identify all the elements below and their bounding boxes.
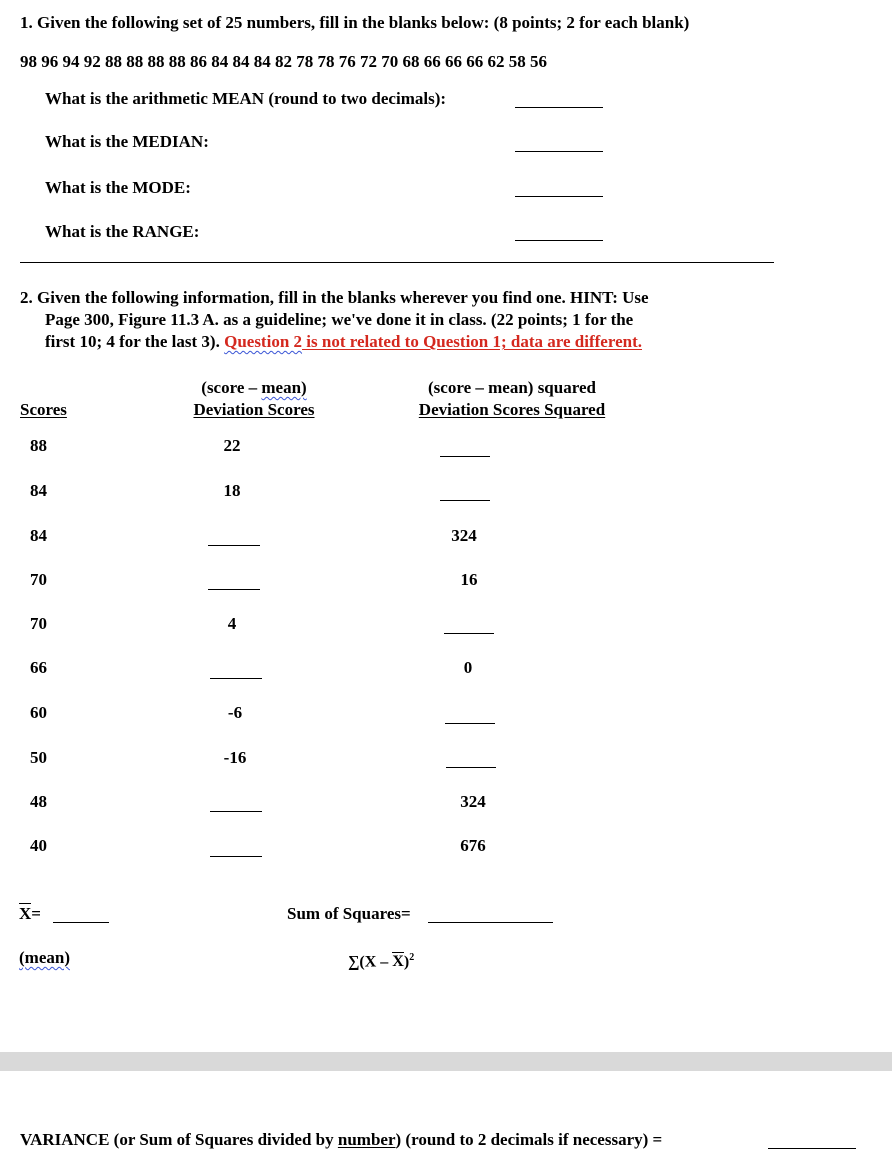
formula-xbar: X (392, 953, 404, 971)
variance-blank[interactable] (768, 1148, 856, 1149)
squared-cell: 676 (460, 836, 486, 855)
sum-of-squares-blank[interactable] (428, 922, 553, 923)
col1-header: Scores (20, 400, 67, 419)
q1-number-set: 98 96 94 92 88 88 88 88 86 84 84 84 82 78 78 76 72 70 68 66 66 66 62 58 56 (20, 52, 547, 71)
variance-number-word: number (337, 1130, 396, 1149)
section-divider (20, 262, 774, 263)
score-cell: 84 (30, 481, 47, 500)
squared-cell: 0 (463, 658, 473, 677)
q1-range-question: What is the RANGE: (45, 222, 200, 241)
squared-cell: 324 (451, 526, 477, 545)
deviation-cell: -16 (223, 748, 247, 767)
col2-header-score: (score – (201, 378, 262, 397)
q1-heading: 1. Given the following set of 25 numbers, fill in the blanks below: (8 points; 2 for each blank) (20, 13, 690, 32)
col2-header-line2: Deviation Scores (193, 400, 315, 419)
col3-header-line1: (score – mean) squared (428, 378, 596, 397)
sum-formula (348, 948, 414, 972)
squared-blank[interactable] (440, 456, 490, 457)
q2-heading-line2: Page 300, Figure 11.3 A. as a guideline; we've done it in class. (22 points; 1 for the (45, 310, 634, 329)
deviation-blank[interactable] (208, 589, 260, 590)
q1-range-blank[interactable] (515, 240, 603, 241)
deviation-blank[interactable] (210, 678, 262, 679)
variance-text-end: ) (round to 2 decimals if necessary) = (395, 1130, 663, 1149)
sum-of-squares-label: Sum of Squares= (287, 904, 411, 923)
formula-sigma: ∑(X – (348, 953, 393, 971)
score-cell: 84 (30, 526, 47, 545)
score-cell: 48 (30, 792, 47, 811)
deviation-cell: 22 (223, 436, 241, 455)
q2-points-note: first 10; 4 for the last 3) (45, 332, 216, 351)
xbar-symbol: X (19, 904, 32, 923)
q1-median-blank[interactable] (515, 151, 603, 152)
variance-question (20, 1130, 662, 1150)
score-cell: 70 (30, 614, 47, 633)
col2-header-line1 (164, 378, 344, 398)
squared-blank[interactable] (440, 500, 490, 501)
score-cell: 88 (30, 436, 47, 455)
deviation-cell: 4 (227, 614, 237, 633)
score-cell: 40 (30, 836, 47, 855)
variance-text-start: VARIANCE (or Sum of Squares divided by (20, 1130, 338, 1149)
deviation-blank[interactable] (210, 811, 262, 812)
q2-dot: . (215, 332, 225, 351)
col3-header-line2: Deviation Scores Squared (418, 400, 606, 419)
xbar-equals: = (31, 904, 41, 923)
q1-mean-question: What is the arithmetic MEAN (round to two decimals): (45, 89, 447, 108)
squared-cell: 324 (460, 792, 486, 811)
q1-mode-question: What is the MODE: (45, 178, 191, 197)
xbar-label (19, 904, 41, 924)
score-cell: 66 (30, 658, 47, 677)
formula-exponent: 2 (409, 952, 415, 963)
col2-header-mean: mean) (261, 378, 307, 397)
formula-close: ) (403, 953, 410, 971)
squared-blank[interactable] (444, 633, 494, 634)
deviation-blank[interactable] (208, 545, 260, 546)
score-cell: 50 (30, 748, 47, 767)
deviation-cell: -6 (227, 703, 243, 722)
q2-red-note: is not related to Question 1; data are different. (302, 332, 642, 351)
score-cell: 70 (30, 570, 47, 589)
mean-blank[interactable] (53, 922, 109, 923)
mean-label (19, 948, 70, 968)
q2-note-question-link: Question 2 (224, 332, 303, 351)
score-cell: 60 (30, 703, 47, 722)
mean-label-text: (mean) (19, 948, 70, 967)
q1-mean-blank[interactable] (515, 107, 603, 108)
q1-median-question: What is the MEDIAN: (45, 132, 209, 151)
page-break-band (0, 1052, 892, 1071)
q2-heading-line1: 2. Given the following information, fill in the blanks wherever you find one. HINT: Use (20, 288, 649, 307)
deviation-cell: 18 (223, 481, 241, 500)
squared-blank[interactable] (445, 723, 495, 724)
squared-cell: 16 (460, 570, 478, 589)
q1-mode-blank[interactable] (515, 196, 603, 197)
deviation-blank[interactable] (210, 856, 262, 857)
q2-heading-line3 (45, 332, 642, 352)
squared-blank[interactable] (446, 767, 496, 768)
